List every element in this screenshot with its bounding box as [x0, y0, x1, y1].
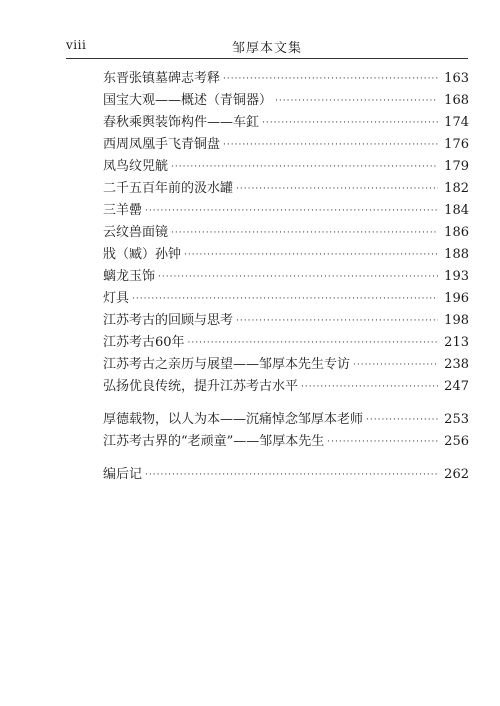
toc-entry-title: 编后记 [103, 467, 143, 482]
toc-entry-title: 江苏考古60年 [103, 335, 185, 350]
toc-entry-title: 戕（臧）孙钟 [103, 247, 182, 262]
toc-entry-page: 193 [444, 269, 469, 284]
toc-entry-page: 213 [444, 335, 469, 350]
toc-entry-title: 云纹兽面镜 [103, 225, 169, 240]
page-number: viii [66, 38, 87, 52]
toc-entry-page: 163 [444, 71, 469, 86]
toc-entry-title: 东晋张镇墓碑志考释 [103, 71, 221, 86]
dot-leader [184, 244, 438, 266]
dot-leader [327, 431, 438, 453]
toc-entry [103, 200, 469, 222]
toc-group-memorials [103, 409, 469, 453]
toc-entry [103, 332, 469, 354]
toc-entry-page: 253 [444, 412, 469, 427]
toc-entry [103, 178, 469, 200]
toc-entry [103, 464, 469, 486]
toc-entry-title: 江苏考古界的“老顽童”——邹厚本先生 [103, 434, 325, 449]
toc-entry-page: 262 [444, 467, 469, 482]
toc-entry-page: 188 [444, 247, 469, 262]
toc-entry-title: 弘扬优良传统，提升江苏考古水平 [103, 379, 299, 394]
toc-entry-page: 184 [444, 203, 469, 218]
dot-leader [145, 464, 438, 486]
toc-entry-title: 江苏考古的回顾与思考 [103, 313, 234, 328]
toc-entry-page: 247 [444, 379, 469, 394]
dot-leader [353, 354, 438, 376]
dot-leader [188, 332, 438, 354]
toc-entry-page: 176 [444, 137, 469, 152]
toc-entry-page: 196 [444, 291, 469, 306]
toc-entry [103, 244, 469, 266]
toc-entry [103, 68, 469, 90]
toc-group-articles [103, 68, 469, 398]
dot-leader [236, 310, 438, 332]
dot-leader [171, 222, 438, 244]
toc-entry [103, 134, 469, 156]
toc-group-afterword [103, 464, 469, 486]
toc-entry-page: 182 [444, 181, 469, 196]
toc-entry [103, 431, 469, 453]
toc-entry-title: 三羊罍 [103, 203, 143, 218]
toc-entry [103, 222, 469, 244]
toc-entry-title: 西周凤凰手飞青铜盘 [103, 137, 221, 152]
table-of-contents [103, 68, 469, 486]
dot-leader [145, 200, 438, 222]
dot-leader [132, 288, 438, 310]
toc-entry [103, 376, 469, 398]
dot-leader [171, 156, 438, 178]
toc-entry [103, 354, 469, 376]
toc-entry-title: 国宝大观——概述（青铜器） [103, 93, 273, 108]
page-header [66, 36, 468, 59]
toc-entry [103, 90, 469, 112]
dot-leader [223, 134, 438, 156]
toc-entry-page: 186 [444, 225, 469, 240]
book-title: 邹厚本文集 [231, 41, 302, 56]
dot-leader [301, 376, 438, 398]
toc-entry [103, 310, 469, 332]
toc-entry [103, 288, 469, 310]
dot-leader [158, 266, 438, 288]
toc-entry-title: 春秋乘舆装饰构件——车釭 [103, 115, 260, 130]
dot-leader [223, 68, 438, 90]
toc-entry-page: 238 [444, 357, 469, 372]
dot-leader [366, 409, 438, 431]
dot-leader [275, 90, 438, 112]
toc-entry-page: 168 [444, 93, 469, 108]
toc-entry-page: 256 [444, 434, 469, 449]
toc-entry [103, 112, 469, 134]
dot-leader [262, 112, 438, 134]
toc-entry-title: 二千五百年前的汲水罐 [103, 181, 234, 196]
toc-entry [103, 266, 469, 288]
toc-entry [103, 409, 469, 431]
toc-entry-page: 198 [444, 313, 469, 328]
dot-leader [236, 178, 438, 200]
toc-entry-title: 螭龙玉饰 [103, 269, 156, 284]
toc-entry [103, 156, 469, 178]
toc-entry-title: 江苏考古之亲历与展望——邹厚本先生专访 [103, 357, 351, 372]
toc-entry-page: 179 [444, 159, 469, 174]
toc-entry-title: 厚德载物，以人为本——沉痛悼念邹厚本老师 [103, 412, 364, 427]
toc-entry-page: 174 [444, 115, 469, 130]
toc-entry-title: 凤鸟纹兕觥 [103, 159, 169, 174]
toc-entry-title: 灯具 [103, 291, 130, 306]
